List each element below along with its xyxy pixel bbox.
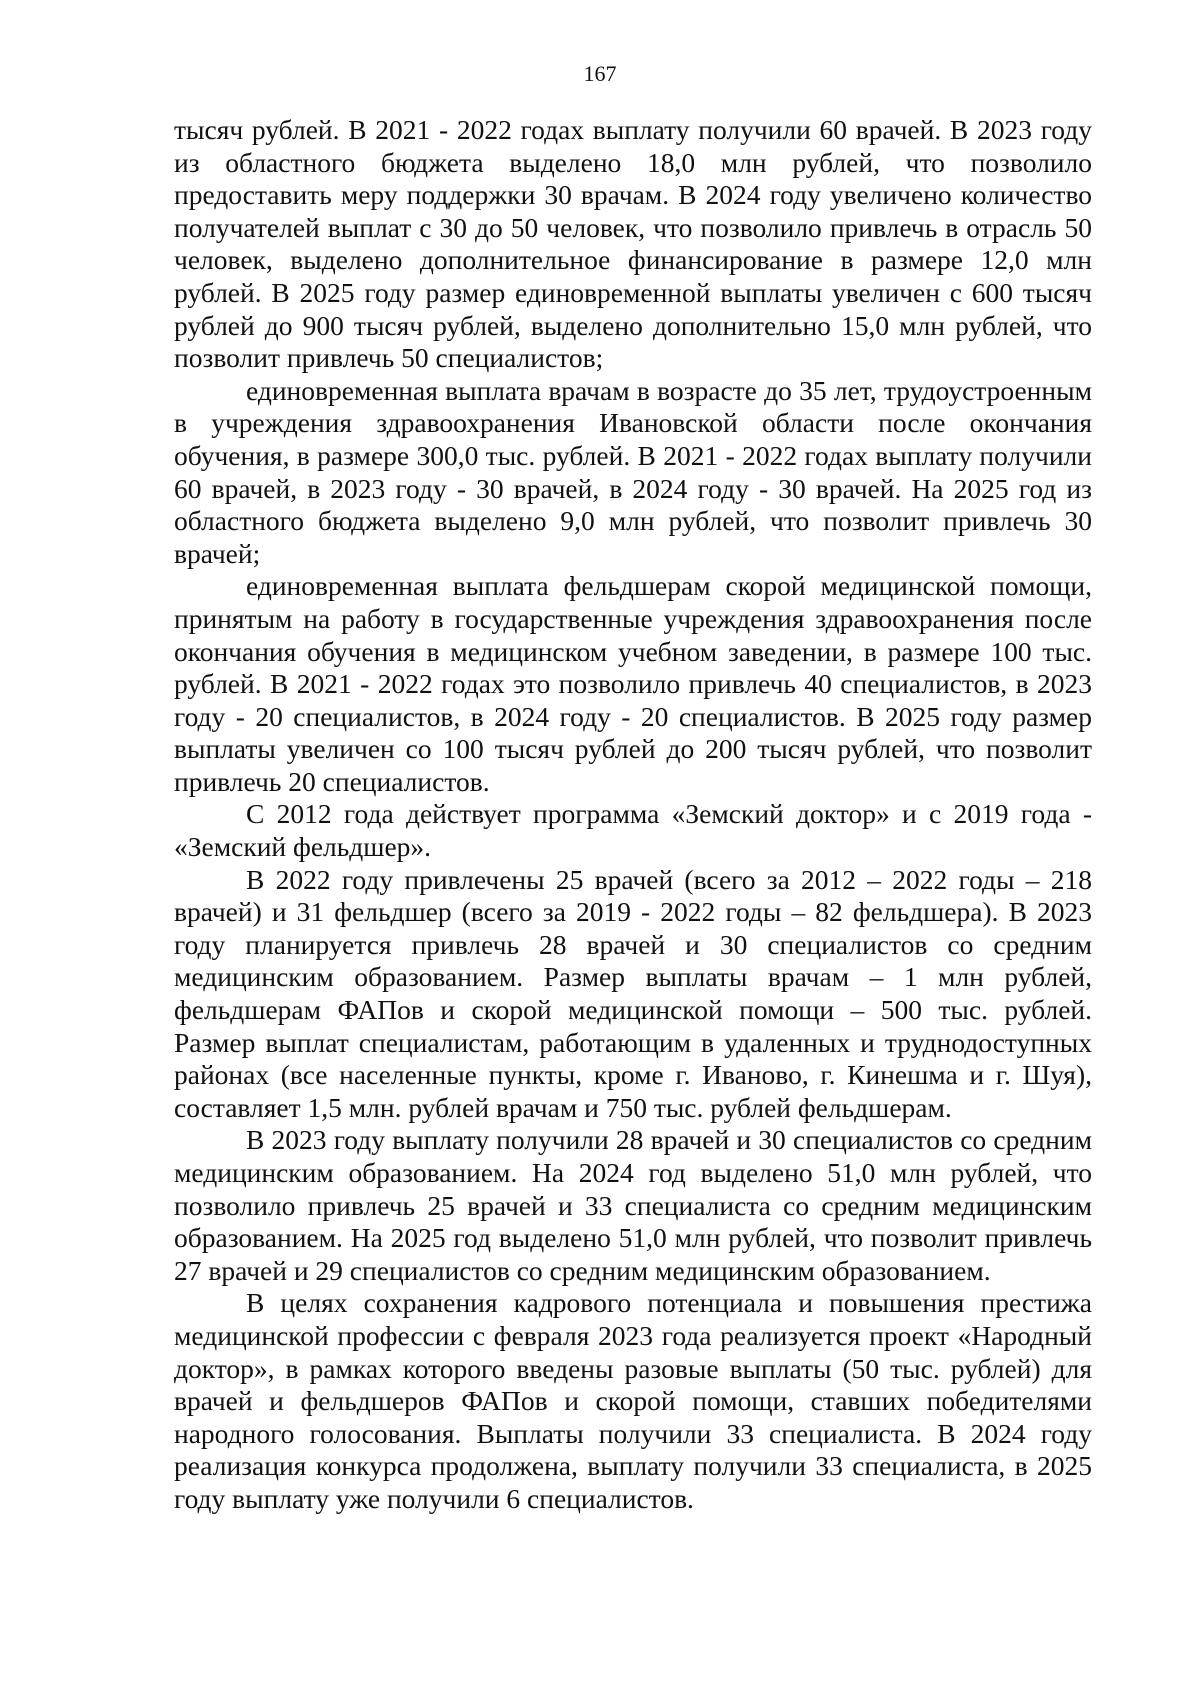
paragraph-6: В 2023 году выплату получили 28 врачей и 30 специалистов со средним медицинским образованием. На 2024 год выделено 51,0 млн рублей, что позволило привлечь 25 врачей и 33 специалиста со средним медицинским образованием. На 2025 год выделено 51,0 млн рублей, что позволит привлечь 27 врачей и 29 специалистов со средним медицинским образованием. bbox=[174, 1124, 1092, 1286]
paragraph-7: В целях сохранения кадрового потенциала и повышения престижа медицинской профессии с февраля 2023 года реализуется проект «Народный доктор», в рамках которого введены разовые выплаты (50 тыс. рублей) для врачей и фельдшеров ФАПов и скорой помощи, ставших победителями народного голосования. Выплаты получили 33 специалиста. В 2024 году реализация конкурса продолжена, выплату получили 33 специалиста, в 2025 году выплату уже получили 6 специалистов. bbox=[174, 1287, 1092, 1514]
paragraph-5: В 2022 году привлечены 25 врачей (всего за 2012 – 2022 годы – 218 врачей) и 31 фельдшер (всего за 2019 - 2022 годы – 82 фельдшера). В 2023 году планируется привлечь 28 врачей и 30 специалистов со средним медицинским образованием. Размер выплаты врачам – 1 млн рублей, фельдшерам ФАПов и скорой медицинской помощи – 500 тыс. рублей. Размер выплат специалистам, работающим в удаленных и труднодоступных районах (все населенные пункты, кроме г. Иваново, г. Кинешма и г. Шуя), составляет 1,5 млн. рублей врачам и 750 тыс. рублей фельдшерам. bbox=[174, 863, 1092, 1123]
paragraph-4: С 2012 года действует программа «Земский доктор» и с 2019 года - «Земский фельдшер». bbox=[174, 798, 1092, 863]
paragraph-3: единовременная выплата фельдшерам скорой медицинской помощи, принятым на работу в государственные учреждения здравоохранения после окончания обучения в медицинском учебном заведении, в размере 100 тыс. рублей. В 2021 - 2022 годах это позволило привлечь 40 специалистов, в 2023 году - 20 специалистов, в 2024 году - 20 специалистов. В 2025 году размер выплаты увеличен со 100 тысяч рублей до 200 тысяч рублей, что позволит привлечь 20 специалистов. bbox=[174, 570, 1092, 797]
paragraph-2: единовременная выплата врачам в возрасте до 35 лет, трудоустроенным в учреждения здравоохранения Ивановской области после окончания обучения, в размере 300,0 тыс. рублей. В 2021 - 2022 годах выплату получили 60 врачей, в 2023 году - 30 врачей, в 2024 году - 30 врачей. На 2025 год из областного бюджета выделено 9,0 млн рублей, что позволит привлечь 30 врачей; bbox=[174, 374, 1092, 569]
paragraph-1: тысяч рублей. В 2021 - 2022 годах выплату получили 60 врачей. В 2023 году из областного бюджета выделено 18,0 млн рублей, что позволило предоставить меру поддержки 30 врачам. В 2024 году увеличено количество получателей выплат с 30 до 50 человек, что позволило привлечь в отрасль 50 человек, выделено дополнительное финансирование в размере 12,0 млн рублей. В 2025 году размер единовременной выплаты увеличен с 600 тысяч рублей до 900 тысяч рублей, выделено дополнительно 15,0 млн рублей, что позволит привлечь 50 специалистов; bbox=[174, 114, 1092, 374]
page-number: 167 bbox=[583, 61, 617, 86]
document-body bbox=[174, 114, 1092, 1516]
